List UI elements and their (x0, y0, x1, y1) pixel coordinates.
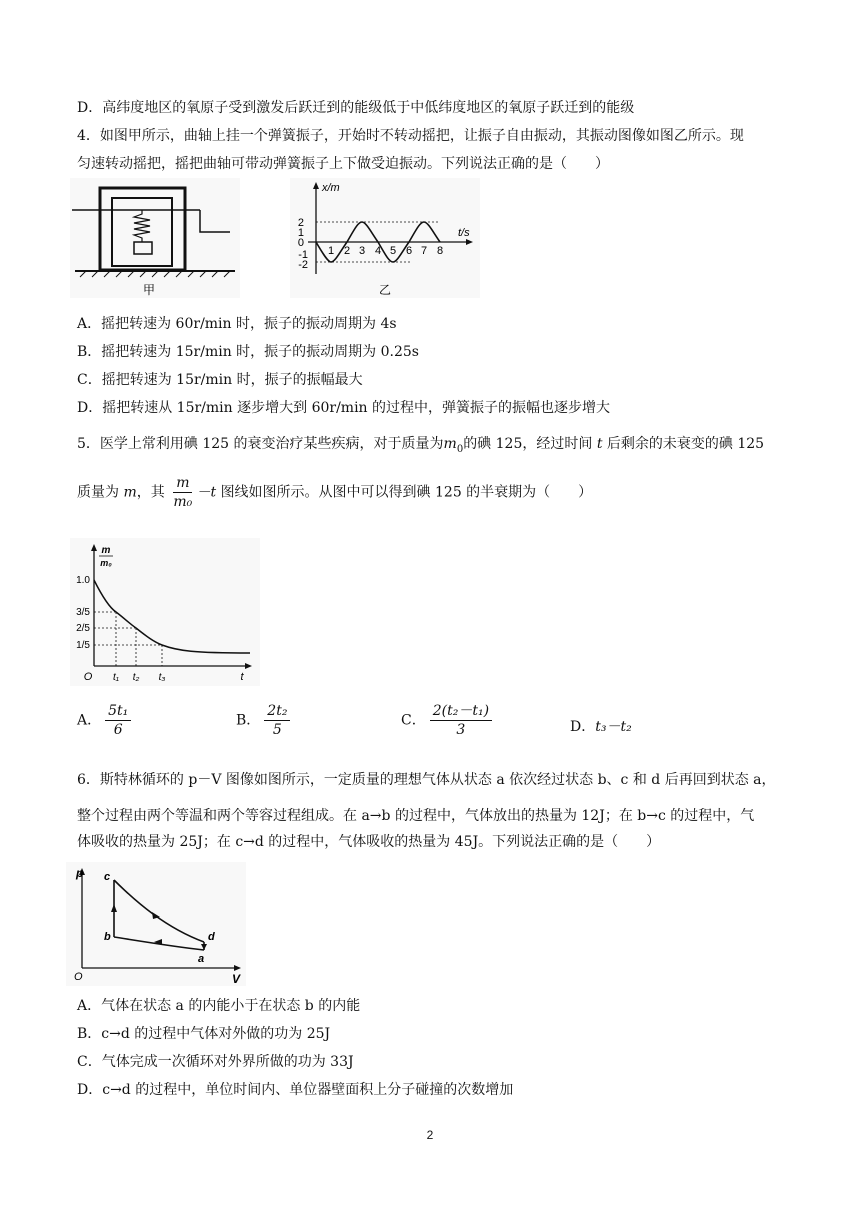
q5-decay-graph (70, 538, 260, 686)
q5-y-tick: 1.0 (76, 575, 90, 586)
q5-option-b-num: 2t₂ (264, 702, 290, 721)
q5-stem-part3: 后剩余的未衰变的碘 125 (606, 436, 765, 452)
q5-stem-line2-a: 质量为 (77, 484, 119, 501)
q5-stem-line2-b: ，其 (136, 484, 165, 501)
page-number: 2 (426, 1128, 434, 1142)
q4-option-c: C．摇把转速为 15r/min 时，振子的振幅最大 (77, 372, 363, 388)
q5-y-tick: 1/5 (76, 640, 90, 651)
yi-y-tick: -1 (298, 249, 308, 261)
q4-stem-line1: 4．如图甲所示，曲轴上挂一个弹簧振子，开始时不转动摇把，让振子自由振动，其振动图像如图乙所示。现 (77, 128, 744, 144)
q5-m0-sub: 0 (456, 443, 464, 455)
q5-frac-tail: －t (196, 484, 217, 501)
q6-stem-line2: 整个过程由两个等温和两个等容过程组成。在 a→b 的过程中，气体放出的热量为 12J；在 b→c 的过程中，气 (77, 808, 755, 824)
q5-stem-part2: 的碘 125，经过时间 (463, 436, 593, 452)
q5-x-tick: t₂ (132, 672, 140, 683)
q5-ratio-fraction (173, 474, 192, 511)
q4-figure-jia (70, 178, 240, 298)
q6-pv-graph (66, 862, 246, 986)
yi-x-tick: 2 (343, 245, 351, 257)
q5-option-a-num: 5t₁ (105, 702, 131, 721)
yi-x-tick: 3 (358, 245, 366, 257)
q5-m0: m (443, 436, 457, 452)
q5-stem-part1: 5．医学上常利用碘 125 的衰变治疗某些疾病，对于质量为 (77, 436, 444, 452)
q5-y-axis-den: m₀ (100, 558, 112, 568)
yi-y-tick: 1 (297, 227, 304, 239)
fig-yi-label: 乙 (378, 283, 392, 297)
q6-option-c: C．气体完成一次循环对外界所做的功为 33J (77, 1054, 354, 1070)
q4-option-a: A．摇把转速为 60r/min 时，振子的振动周期为 4s (77, 316, 397, 332)
q6-x-axis-label: V (232, 972, 241, 986)
q6-point-a: a (198, 953, 205, 965)
q5-x-tick: t₁ (113, 672, 119, 683)
q5-option-a-den: 6 (113, 722, 123, 738)
q5-frac-num: m (173, 474, 192, 493)
q5-option-d (570, 716, 632, 736)
q5-frac-den: m₀ (173, 494, 193, 510)
q4-option-b: B．摇把转速为 15r/min 时，振子的振动周期为 0.25s (77, 344, 419, 360)
q3-option-d: D．高纬度地区的氧原子受到激发后跃迁到的能级低于中低纬度地区的氧原子跃迁到的能级 (77, 100, 635, 116)
q5-option-b (236, 702, 294, 739)
q6-option-a: A．气体在状态 a 的内能小于在状态 b 的内能 (77, 998, 361, 1014)
yi-x-tick: 8 (436, 245, 444, 257)
q4-figure-yi-graph (290, 178, 480, 298)
q5-stem-line2 (77, 474, 592, 511)
yi-x-tick: 1 (327, 245, 335, 257)
q6-point-c: c (104, 871, 111, 883)
q6-option-b: B．c→d 的过程中气体对外做的功为 25J (77, 1026, 331, 1042)
fig-jia-label: 甲 (142, 283, 156, 297)
q5-m: m (123, 484, 137, 501)
yi-x-tick: 7 (420, 245, 428, 257)
yi-y-tick: 2 (297, 217, 304, 229)
q5-origin: O (83, 671, 93, 683)
q6-option-d: D．c→d 的过程中，单位时间内、单位器壁面积上分子碰撞的次数增加 (77, 1082, 514, 1098)
q5-stem-line2-c: 图线如图所示。从图中可以得到碘 125 的半衰期为（ ） (220, 484, 593, 501)
q6-point-b: b (104, 931, 111, 943)
q5-x-tick: t₃ (158, 672, 166, 683)
yi-x-tick: 6 (405, 245, 413, 257)
q6-y-axis-label: p (76, 866, 84, 880)
q5-option-d-expr: t₃－t₂ (595, 719, 632, 735)
q5-option-a-label: A． (77, 712, 102, 729)
q5-y-tick: 3/5 (76, 607, 90, 618)
q5-option-c-den: 3 (456, 722, 466, 738)
q6-origin: O (74, 971, 83, 983)
yi-x-axis-label: t/s (458, 227, 470, 239)
q4-stem-line2: 匀速转动摇把，摇把曲轴可带动弹簧振子上下做受迫振动。下列说法正确的是（ ） (77, 156, 609, 172)
q6-stem-line1: 6．斯特林循环的 p－V 图像如图所示，一定质量的理想气体从状态 a 依次经过状态 b、c 和 d 后再回到状态 a， (77, 772, 776, 788)
yi-y-tick: 0 (297, 237, 304, 249)
q5-y-axis-num: m (101, 545, 111, 556)
q5-option-b-label: B． (236, 712, 261, 729)
yi-x-tick: 4 (374, 245, 382, 257)
q5-option-a (77, 702, 135, 739)
q4-option-d: D．摇把转速从 15r/min 逐步增大到 60r/min 的过程中，弹簧振子的振幅也逐步增大 (77, 400, 611, 416)
q6-point-d: d (208, 931, 215, 943)
q5-option-c (401, 702, 496, 739)
q5-option-d-label: D． (570, 719, 596, 735)
q5-x-axis-label: t (240, 671, 244, 683)
q5-option-b-den: 5 (272, 722, 282, 738)
q5-t: t (596, 436, 603, 452)
yi-y-axis-label: x/m (322, 182, 340, 194)
q5-option-c-label: C． (401, 712, 426, 729)
q5-stem-line1 (77, 434, 764, 460)
q5-y-tick: 2/5 (76, 623, 90, 634)
q6-stem-line3: 体吸收的热量为 25J；在 c→d 的过程中，气体吸收的热量为 45J。下列说法正确的是（ ） (77, 834, 661, 850)
yi-y-tick: -2 (298, 259, 308, 271)
q5-option-c-num: 2(t₂－t₁) (430, 702, 492, 721)
yi-x-tick: 5 (389, 245, 397, 257)
